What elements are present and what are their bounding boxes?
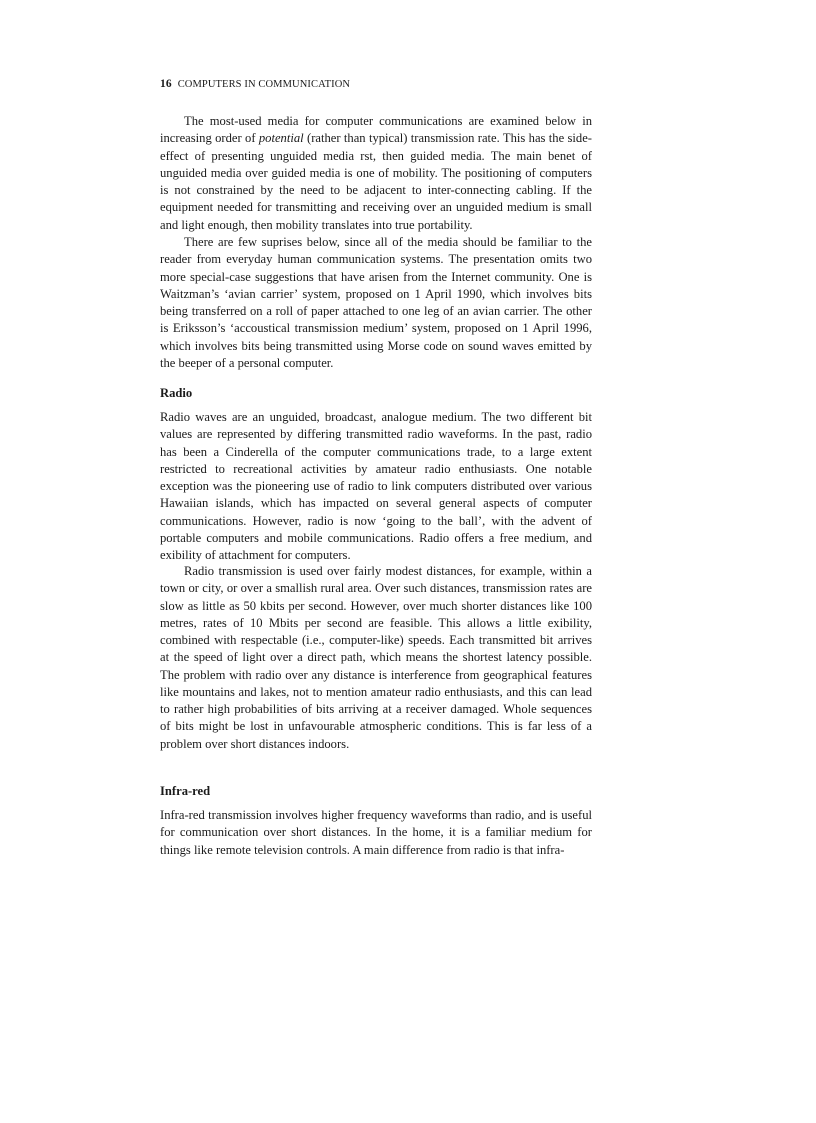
running-head bbox=[160, 78, 350, 90]
emphasis-potential: potential bbox=[258, 131, 304, 146]
intro-paragraph-1 bbox=[160, 113, 592, 234]
running-title: COMPUTERS IN COMMUNICATION bbox=[177, 79, 351, 90]
intro-p1-text-b: (rather than typical) transmission rate. This has the side-effect of presenting unguided media rst, then guided media. The main benet of unguided media over guided media is one of mobility. The positioning of computers is not constrained by the need to be adjacent to inter-connecting cabling. If the equipment needed for transmitting and receiving over an unguided medium is small and light enough, then mobility translates into true portability. bbox=[160, 131, 593, 232]
intro-p1-text-a: The most-used media for computer communications are examined below in increasing order of bbox=[160, 114, 592, 146]
infrared-paragraph-1: Infra-red transmission involves higher frequency waveforms than radio, and is useful for communication over short distances. In the home, it is a familiar medium for things like remote television controls. A main difference from radio is that infra- bbox=[160, 808, 592, 857]
radio-paragraph-2: Radio transmission is used over fairly modest distances, for example, within a town or city, or over a smallish rural area. Over such distances, transmission rates are slow as little as 50 kbits per second. However, over much shorter distances like 100 metres, rates of 10 Mbits per second are feasible. This allows a little exibility, combined with respectable (i.e., computer-like) speeds. Each transmitted bit arrives at the speed of light over a direct path, which means the shortest latency possible. The problem with radio over any distance is interference from geographical features like mountains and lakes, not to mention amateur radio enthusiasts, and this can lead to rather high probabilities of bits arriving at a receiver damaged. Whole sequences of bits might be lost in unfavourable atmospheric conditions. This is far less of a problem over short distances indoors. bbox=[160, 564, 592, 751]
section-heading-infrared: Infra-red bbox=[160, 784, 211, 798]
section-heading-radio: Radio bbox=[160, 386, 193, 400]
intro-paragraph-2: There are few suprises below, since all of the media should be familiar to the reader from everyday human communication systems. The presentation omits two more special-case suggestions that have arisen from the Internet community. One is Waitzman’s ‘avian carrier’ system, proposed on 1 April 1990, which involves bits being transferred on a roll of paper attached to one leg of an avian carrier. The other is Eriksson’s ‘accoustical transmission medium’ system, proposed on 1 April 1996, which involves bits being transmitted using Morse code on sound waves emitted by the beeper of a personal computer. bbox=[160, 235, 592, 370]
page-number: 16 bbox=[160, 78, 172, 90]
radio-paragraph-1: Radio waves are an unguided, broadcast, analogue medium. The two different bit values are represented by differing transmitted radio waveforms. In the past, radio has been a Cinderella of the computer communications trade, to a large extent restricted to recreational activities by amateur radio enthusiasts. One notable exception was the pioneering use of radio to link computers distributed over various Hawaiian islands, which has impacted on several general aspects of computer communications. However, radio is now ‘going to the ball’, with the advent of portable computers and mobile communications. Radio offers a free medium, and exibility of attachment for computers. bbox=[160, 410, 592, 562]
